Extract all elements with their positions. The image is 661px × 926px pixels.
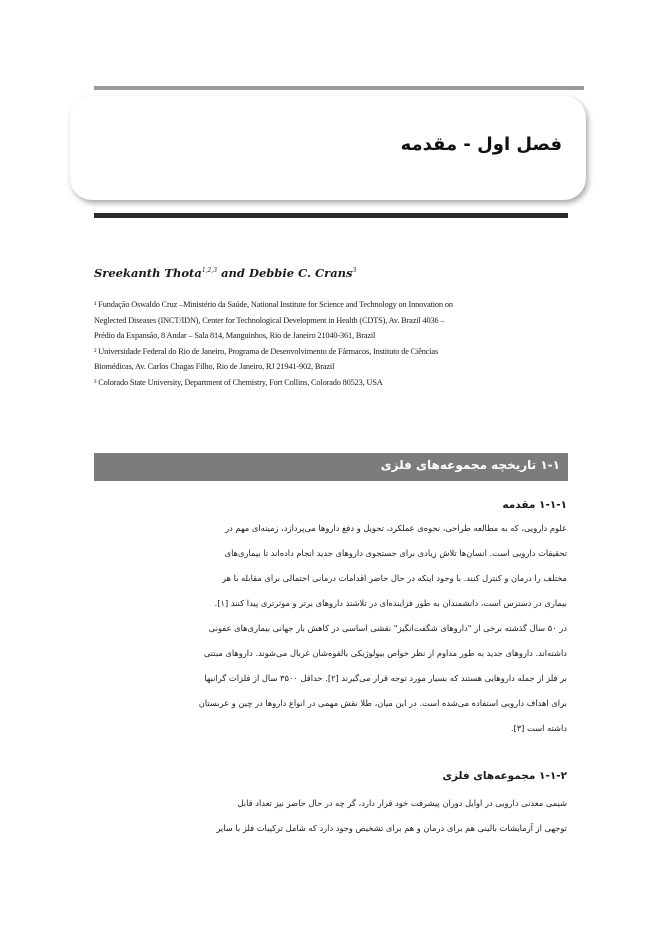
author-1-affil-marks: 1,2,3	[201, 267, 218, 275]
author-conjunction: and	[217, 266, 249, 280]
author-2-affil-marks: 3	[352, 267, 357, 275]
affiliation-line: Neglected Diseases (INCT/IDN), Center for Technological Development in Health (CDTS), Av. Brazil 4036 –	[94, 315, 445, 325]
intro-paragraph	[93, 516, 567, 741]
paragraph-line: شیمی معدنی دارویی در اوایل دوران پیشرفت خود قرار دارد، گر چه در حال حاضر نیز تعداد قابل	[237, 798, 567, 808]
affiliation-line: Prédio da Expansão, 8 Andar – Sala 814, Manguinhos, Rio de Janeiro 21040-361, Brazil	[94, 331, 376, 340]
paragraph-line: مختلف را درمان و کنترل کنند. با وجود اینکه در حال حاضر اقدامات درمانی احتمالی برای مقابله با هر	[222, 573, 567, 583]
section-heading: ۱-۱ تاریخچه مجموعه‌های فلزی	[380, 458, 560, 472]
paragraph-line: بر فلز از جمله داروهایی هستند که بسیار مورد توجه قرار می‌گیرند [۲]. حداقل ۳۵۰۰ سال از فلزات گرانبها	[204, 673, 567, 683]
affiliation-line: Biomédicas, Av. Carlos Chagas Filho, Rio de Janeiro, RJ 21941-902, Brazil	[94, 362, 335, 371]
paragraph-line: تحقیقات دارویی است. انسان‌ها تلاش زیادی برای جستجوی داروهای جدید انجام داده‌اند تا بیماری‌های	[224, 548, 567, 558]
metal-complexes-paragraph	[93, 791, 567, 841]
affiliations	[94, 297, 574, 390]
author-2: Debbie C. Crans	[248, 266, 353, 280]
subsection-heading-metal-complexes: ۱-۱-۲ مجموعه‌های فلزی	[442, 770, 567, 782]
top-rule	[94, 86, 584, 90]
heading-rule	[94, 213, 568, 218]
affiliation-line: ³ Colorado State University, Department of Chemistry, Fort Collins, Colorado 80523, USA	[94, 377, 383, 387]
subsection-heading-introduction: ۱-۱-۱ مقدمه	[502, 499, 567, 511]
affiliation-line: ² Universidade Federal do Rio de Janeiro, Programa de Desenvolvimento de Fármacos, Instituto de Ciências	[94, 346, 439, 356]
paragraph-line: داشته‌اند. داروهای جدید به طور مداوم از نظر خواص بیولوژیکی بالقوه‌شان غربال می‌شوند. داروهای مبتنی	[203, 648, 567, 658]
chapter-title: فصل اول - مقدمه	[400, 134, 562, 155]
author-line	[94, 266, 356, 280]
author-1: Sreekanth Thota	[94, 266, 202, 280]
paragraph-line: در ۵۰ سال گذشته برخی از "داروهای شگفت‌انگیز" نقشی اساسی در کاهش بار جهانی بیماری‌های عفونی	[208, 623, 567, 633]
affiliation-line: ¹ Fundação Oswaldo Cruz –Ministério da Saúde, National Institute for Science and Technology on Innovation on	[94, 300, 453, 309]
paragraph-line: برای اهداف دارویی استفاده می‌شده است. در این میان، طلا نقش مهمی در انواع داروها در چین و عربستان	[198, 698, 567, 708]
chapter-title-card	[70, 96, 586, 200]
paragraph-line: داشته است [۳].	[510, 723, 567, 733]
paragraph-line: توجهی از آزمایشات بالینی هم برای درمان و هم برای تشخیص وجود دارد که شامل ترکیبات فلز با سایر	[216, 823, 567, 833]
section-heading-bar	[94, 453, 568, 481]
paragraph-line: بیماری در دسترس است، دانشمندان به طور فزاینده‌ای در تلاشند داروهای برتر و موثرتری پیدا کنند [۱].	[214, 598, 567, 608]
paragraph-line: علوم دارویی، که به مطالعه طراحی، نحوه‌ی عملکرد، تحویل و دفع داروها می‌پردازد، زمینه‌ای مهم در	[225, 523, 567, 533]
